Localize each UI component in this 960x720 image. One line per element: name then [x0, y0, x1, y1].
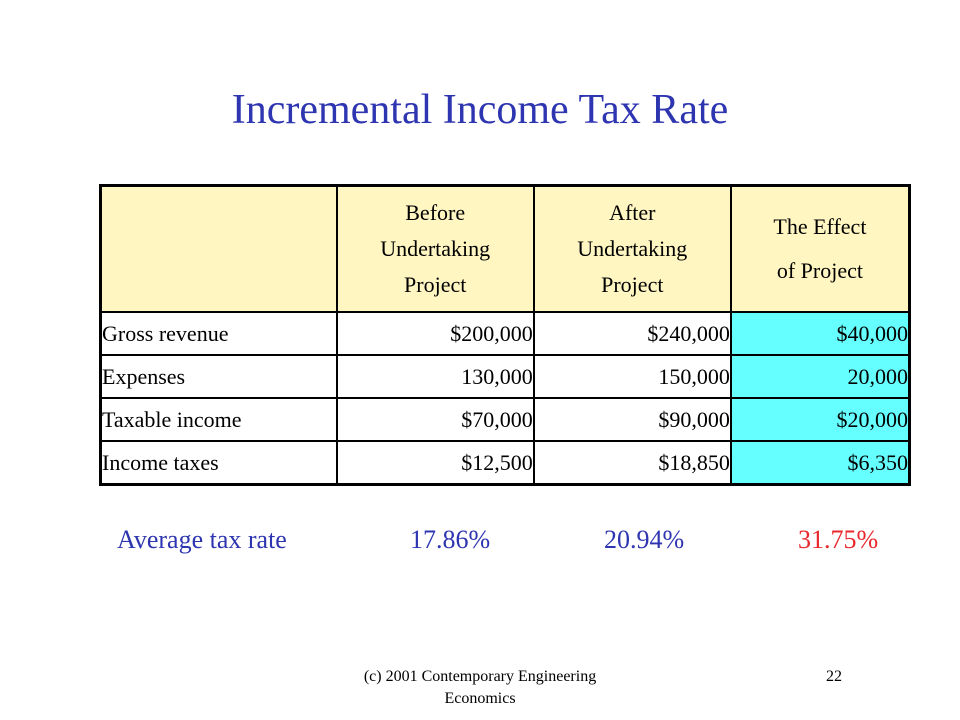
header-after-project: [534, 186, 731, 313]
header-after-line: After: [609, 200, 656, 225]
header-before-line: Undertaking: [380, 236, 491, 261]
table-header-row: [101, 186, 910, 313]
row-label-gross-revenue: Gross revenue: [101, 312, 337, 355]
table-row: [101, 398, 910, 441]
cell-before: $200,000: [337, 312, 534, 355]
cell-after: $90,000: [534, 398, 731, 441]
header-after-line: Undertaking: [577, 236, 688, 261]
income-tax-table: [99, 184, 911, 486]
header-before-project: [337, 186, 534, 313]
page-number: 22: [826, 668, 842, 685]
header-before-line: Project: [404, 272, 467, 297]
cell-after: 150,000: [534, 355, 731, 398]
header-blank-cell: [101, 186, 337, 313]
average-tax-rate-after: 20.94%: [604, 525, 685, 554]
footer-copyright: (c) 2001 Contemporary Engineering Economics: [363, 668, 597, 707]
table-row: [101, 355, 910, 398]
header-after-line: Project: [601, 272, 664, 297]
cell-effect: $40,000: [731, 312, 910, 355]
row-label-income-taxes: Income taxes: [101, 441, 337, 485]
cell-after: $18,850: [534, 441, 731, 485]
slide-title: Incremental Income Tax Rate: [231, 87, 729, 133]
cell-effect: $20,000: [731, 398, 910, 441]
average-tax-rate-label: Average tax rate: [117, 525, 287, 554]
cell-before: $12,500: [337, 441, 534, 485]
table-row: [101, 312, 910, 355]
average-tax-rate-effect: 31.75%: [798, 525, 879, 554]
cell-effect: 20,000: [731, 355, 910, 398]
table-row: [101, 441, 910, 485]
header-effect-of-project: [731, 186, 910, 313]
header-effect-line: The Effect: [773, 214, 867, 239]
header-effect-line: of Project: [776, 258, 863, 283]
cell-before: $70,000: [337, 398, 534, 441]
row-label-expenses: Expenses: [101, 355, 337, 398]
header-before-line: Before: [405, 200, 466, 225]
average-tax-rate-before: 17.86%: [410, 525, 491, 554]
cell-before: 130,000: [337, 355, 534, 398]
cell-after: $240,000: [534, 312, 731, 355]
cell-effect: $6,350: [731, 441, 910, 485]
row-label-taxable-income: Taxable income: [101, 398, 337, 441]
